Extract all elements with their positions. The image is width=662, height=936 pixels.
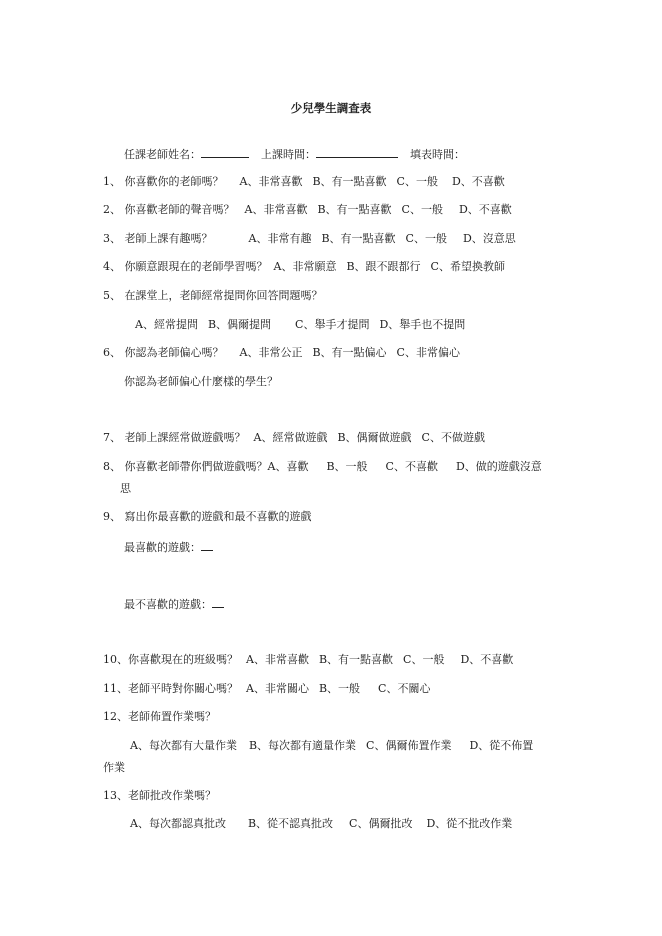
option-c[interactable]: C、不做遊戲 <box>421 431 485 444</box>
favorite-game-label: 最喜歡的遊戲： <box>124 541 201 554</box>
option-a[interactable]: A、喜歡 <box>267 460 309 473</box>
option-d[interactable]: D、從不佈置 <box>469 739 534 752</box>
question-6-followup: 你認為老師偏心什麼樣的學生？ <box>124 375 278 388</box>
question-5 <box>103 289 323 303</box>
question-9 <box>103 510 312 524</box>
option-c[interactable]: C、非常偏心 <box>396 346 460 359</box>
option-d[interactable]: D、不喜歡 <box>458 203 512 216</box>
option-d[interactable]: D、不喜歡 <box>460 653 514 666</box>
teacher-name-blank[interactable] <box>201 146 249 158</box>
least-favorite-game-line <box>124 596 224 612</box>
option-c[interactable]: C、偶爾佈置作業 <box>366 739 452 752</box>
option-d[interactable]: D、沒意思 <box>462 232 516 245</box>
teacher-name-label: 任課老師姓名： <box>124 148 201 161</box>
option-c[interactable]: C、一般 <box>396 175 438 188</box>
question-12 <box>103 710 216 724</box>
option-b[interactable]: B、有一點喜歡 <box>321 232 396 245</box>
question-text: 8、 你喜歡老師帶你們做遊戲嗎？ <box>103 460 268 473</box>
option-d[interactable]: D、舉手也不提問 <box>379 318 466 331</box>
question-text: 9、 寫出你最喜歡的遊戲和最不喜歡的遊戲 <box>103 510 312 523</box>
question-3 <box>103 232 516 246</box>
question-text: 7、 老師上課經常做遊戲嗎？ <box>103 431 246 444</box>
question-13 <box>103 789 216 803</box>
question-text: 2、 你喜歡老師的聲音嗎？ <box>103 203 235 216</box>
question-text: 6、 你認為老師偏心嗎？ <box>103 346 224 359</box>
option-c[interactable]: C、一般 <box>401 203 443 216</box>
favorite-game-line <box>124 539 213 555</box>
header-line <box>124 146 465 162</box>
option-a[interactable]: A、非常公正 <box>239 346 303 359</box>
question-10 <box>103 653 513 667</box>
option-a[interactable]: A、非常願意 <box>273 260 337 273</box>
least-favorite-game-label: 最不喜歡的遊戲： <box>124 598 212 611</box>
option-c[interactable]: C、一般 <box>405 232 447 245</box>
question-text: 3、 老師上課有趣嗎？ <box>103 232 213 245</box>
question-8 <box>103 460 542 474</box>
question-6 <box>103 346 460 360</box>
question-2 <box>103 203 512 217</box>
question-text: 13、老師批改作業嗎？ <box>103 789 216 802</box>
option-b[interactable]: B、每次都有適量作業 <box>248 739 357 752</box>
option-a[interactable]: A、每次都有大量作業 <box>130 739 237 752</box>
option-b[interactable]: B、有一點喜歡 <box>317 203 392 216</box>
option-b[interactable]: B、偶爾提問 <box>207 318 272 331</box>
option-b[interactable]: B、從不認真批改 <box>247 817 334 830</box>
question-13-options <box>130 817 512 831</box>
class-time-blank[interactable] <box>316 146 398 158</box>
option-c[interactable]: C、偶爾批改 <box>349 817 413 830</box>
question-text: 11、老師平時對你關心嗎？ <box>103 682 238 695</box>
option-b[interactable]: B、有一點喜歡 <box>312 175 387 188</box>
question-8-continuation: 思 <box>120 482 131 495</box>
question-4 <box>103 260 505 274</box>
option-c[interactable]: C、一般 <box>403 653 445 666</box>
option-a[interactable]: A、非常喜歡 <box>239 175 303 188</box>
option-b[interactable]: B、偶爾做遊戲 <box>337 431 412 444</box>
question-1 <box>103 175 505 189</box>
option-a[interactable]: A、非常有趣 <box>248 232 312 245</box>
option-a[interactable]: A、每次都認真批改 <box>130 817 226 830</box>
option-a[interactable]: A、非常關心 <box>246 682 309 695</box>
question-7 <box>103 431 485 445</box>
question-text: 10、你喜歡現在的班級嗎？ <box>103 653 238 666</box>
option-a[interactable]: A、經常提問 <box>135 318 198 331</box>
option-a[interactable]: A、經常做遊戲 <box>253 431 328 444</box>
question-text: 4、 你願意跟現在的老師學習嗎？ <box>103 260 268 273</box>
option-c[interactable]: C、不喜歡 <box>385 460 438 473</box>
question-text: 5、 在課堂上，老師經常提問你回答問題嗎？ <box>103 289 323 302</box>
favorite-game-blank[interactable] <box>201 539 213 551</box>
least-favorite-game-blank[interactable] <box>212 596 224 608</box>
option-a[interactable]: A、非常喜歡 <box>244 203 308 216</box>
option-c[interactable]: C、舉手才提問 <box>295 318 370 331</box>
fill-time-label: 填表時間： <box>410 148 465 161</box>
option-d[interactable]: D、不喜歡 <box>451 175 505 188</box>
option-b[interactable]: B、一般 <box>318 682 361 695</box>
option-d[interactable]: D、做的遊戲沒意 <box>455 460 542 473</box>
option-b[interactable]: B、有一點喜歡 <box>318 653 394 666</box>
question-5-options <box>135 318 465 332</box>
page-title: 少兒學生調查表 <box>290 101 372 115</box>
class-time-label: 上課時間： <box>261 148 316 161</box>
option-a[interactable]: A、非常喜歡 <box>246 653 309 666</box>
question-12-options <box>130 739 533 753</box>
question-text: 12、老師佈置作業嗎？ <box>103 710 216 723</box>
option-b[interactable]: B、跟不跟都行 <box>346 260 421 273</box>
question-text: 1、 你喜歡你的老師嗎？ <box>103 175 224 188</box>
option-d[interactable]: D、從不批改作業 <box>426 817 513 830</box>
option-b[interactable]: B、有一點偏心 <box>312 346 387 359</box>
option-c[interactable]: C、不關心 <box>378 682 431 695</box>
option-b[interactable]: B、一般 <box>326 460 368 473</box>
question-12-continuation: 作業 <box>103 761 125 774</box>
option-c[interactable]: C、希望換教師 <box>430 260 505 273</box>
question-11 <box>103 682 430 696</box>
